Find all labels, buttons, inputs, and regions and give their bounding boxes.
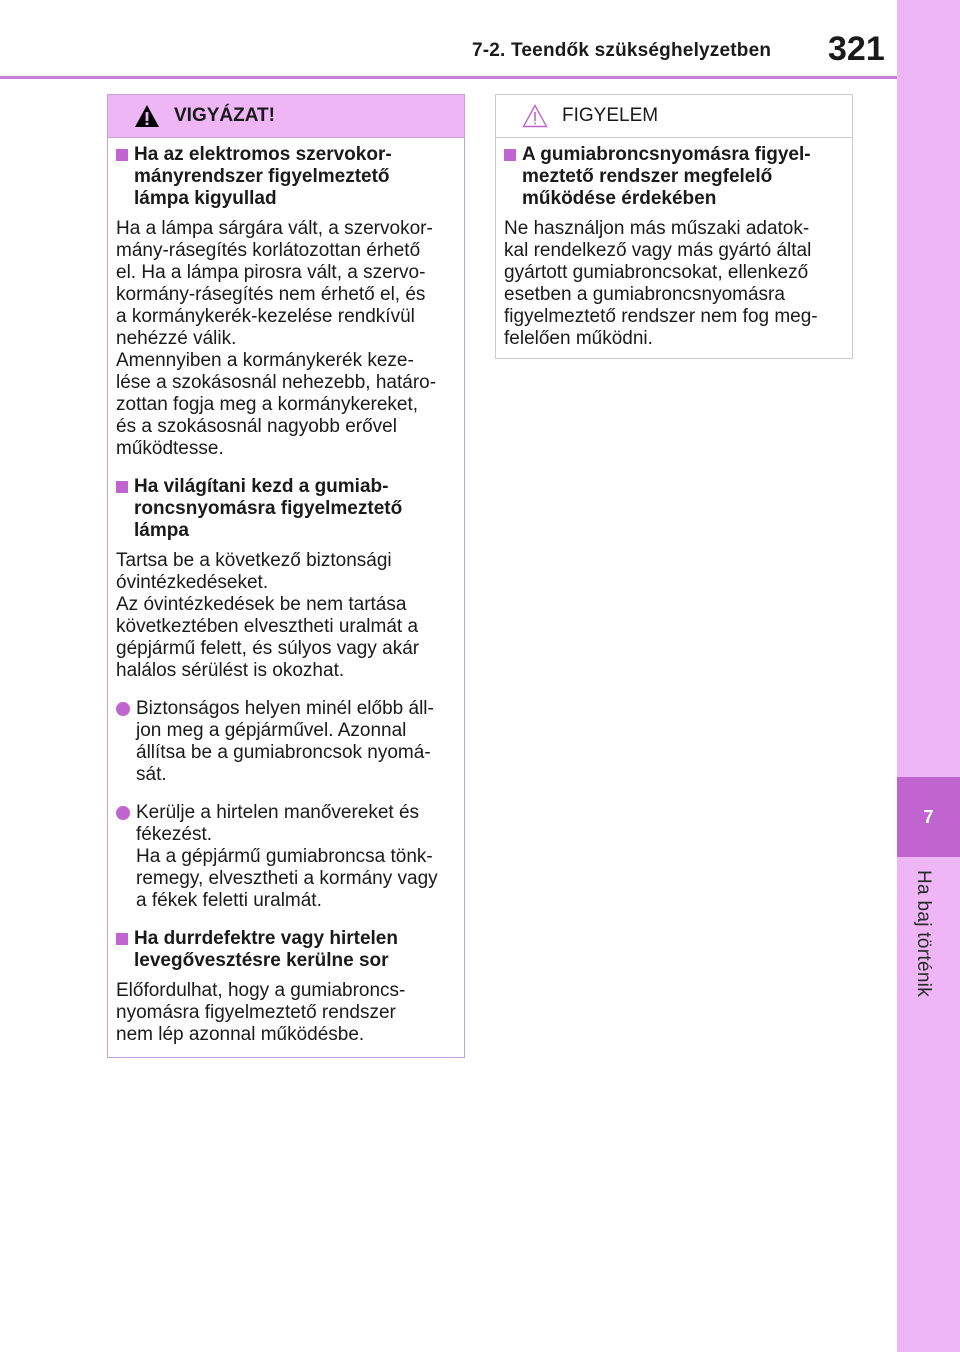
notice-box bbox=[495, 94, 853, 359]
square-bullet-icon bbox=[116, 149, 128, 161]
section-text: Ne használjon más műszaki adatok- kal rendelkező vagy más gyártó által gyártott gumiabroncsokat, ellenkező esetben a gumiabroncsnyomásra figyelmeztető rendszer nem fog meg- felelően működni. bbox=[504, 218, 818, 349]
section-heading: Ha durrdefektre vagy hirtelen levegővesztésre kerülne sor bbox=[116, 928, 454, 972]
warning-section bbox=[116, 144, 454, 460]
warning-box-content bbox=[108, 138, 464, 1046]
square-bullet-icon bbox=[116, 481, 128, 493]
section-heading: Ha világítani kezd a gumiab- roncsnyomásra figyelmeztető lámpa bbox=[116, 476, 454, 542]
warning-section bbox=[116, 928, 454, 1046]
circle-bullet-icon bbox=[116, 702, 130, 716]
chapter-number-tab[interactable]: 7 bbox=[897, 777, 960, 857]
circle-bullet-icon bbox=[116, 806, 130, 820]
chapter-side-tab bbox=[897, 0, 960, 1352]
section-text: Előfordulhat, hogy a gumiabroncs- nyomásra figyelmeztető rendszer nem lép azonnal működésbe. bbox=[116, 980, 406, 1045]
notice-box-content bbox=[496, 138, 852, 350]
warning-box-header bbox=[108, 95, 464, 138]
warning-box-title: VIGYÁZAT! bbox=[174, 105, 275, 126]
chapter-title: 7-2. Teendők szükséghelyzetben bbox=[472, 40, 772, 61]
list-item: Biztonságos helyen minél előbb áll- jon meg a gépjárművel. Azonnal állítsa be a gumiabroncsok nyomá- sát. bbox=[116, 698, 454, 786]
section-text: Tartsa be a következő biztonsági óvintézkedéseket. Az óvintézkedések be nem tartása következtében elvesztheti uralmát a gépjármű felett, és súlyos vagy akár halálos sérülést is okozhat. bbox=[116, 550, 420, 681]
notice-box-title: FIGYELEM bbox=[562, 105, 659, 126]
page-number: 321 bbox=[828, 30, 885, 68]
list-item: Kerülje a hirtelen manővereket és fékezést. Ha a gépjármű gumiabroncsa tönk- remegy, elvesztheti a kormány vagy a fékek feletti uralmát. bbox=[116, 802, 454, 912]
notice-box-header bbox=[496, 95, 852, 138]
section-text: Ha a lámpa sárgára vált, a szervokor- mány-rásegítés korlátozottan érhető el. Ha a lámpa pirosra vált, a szervo- kormány-rásegítés nem érhető el, és a kormánykerék-kezelése rendkívül nehézzé válik. Amennyiben a kormánykerék keze- lése a szokásosnál nehezebb, határo- zottan fogja meg a kormánykereket, és a szokásosnál nagyobb erővel működtesse. bbox=[116, 218, 437, 459]
header-divider bbox=[0, 76, 897, 79]
square-bullet-icon bbox=[504, 149, 516, 161]
square-bullet-icon bbox=[116, 933, 128, 945]
chapter-label: Ha baj történik bbox=[913, 870, 934, 998]
section-heading: A gumiabroncsnyomásra figyel- meztető rendszer megfelelő működése érdekében bbox=[504, 144, 842, 210]
section-heading: Ha az elektromos szervokor- mányrendszer figyelmeztető lámpa kigyullad bbox=[116, 144, 454, 210]
notice-section bbox=[504, 144, 842, 350]
warning-box bbox=[107, 94, 465, 1058]
notice-triangle-icon bbox=[522, 103, 548, 129]
warning-triangle-icon bbox=[134, 103, 160, 129]
warning-section bbox=[116, 476, 454, 682]
